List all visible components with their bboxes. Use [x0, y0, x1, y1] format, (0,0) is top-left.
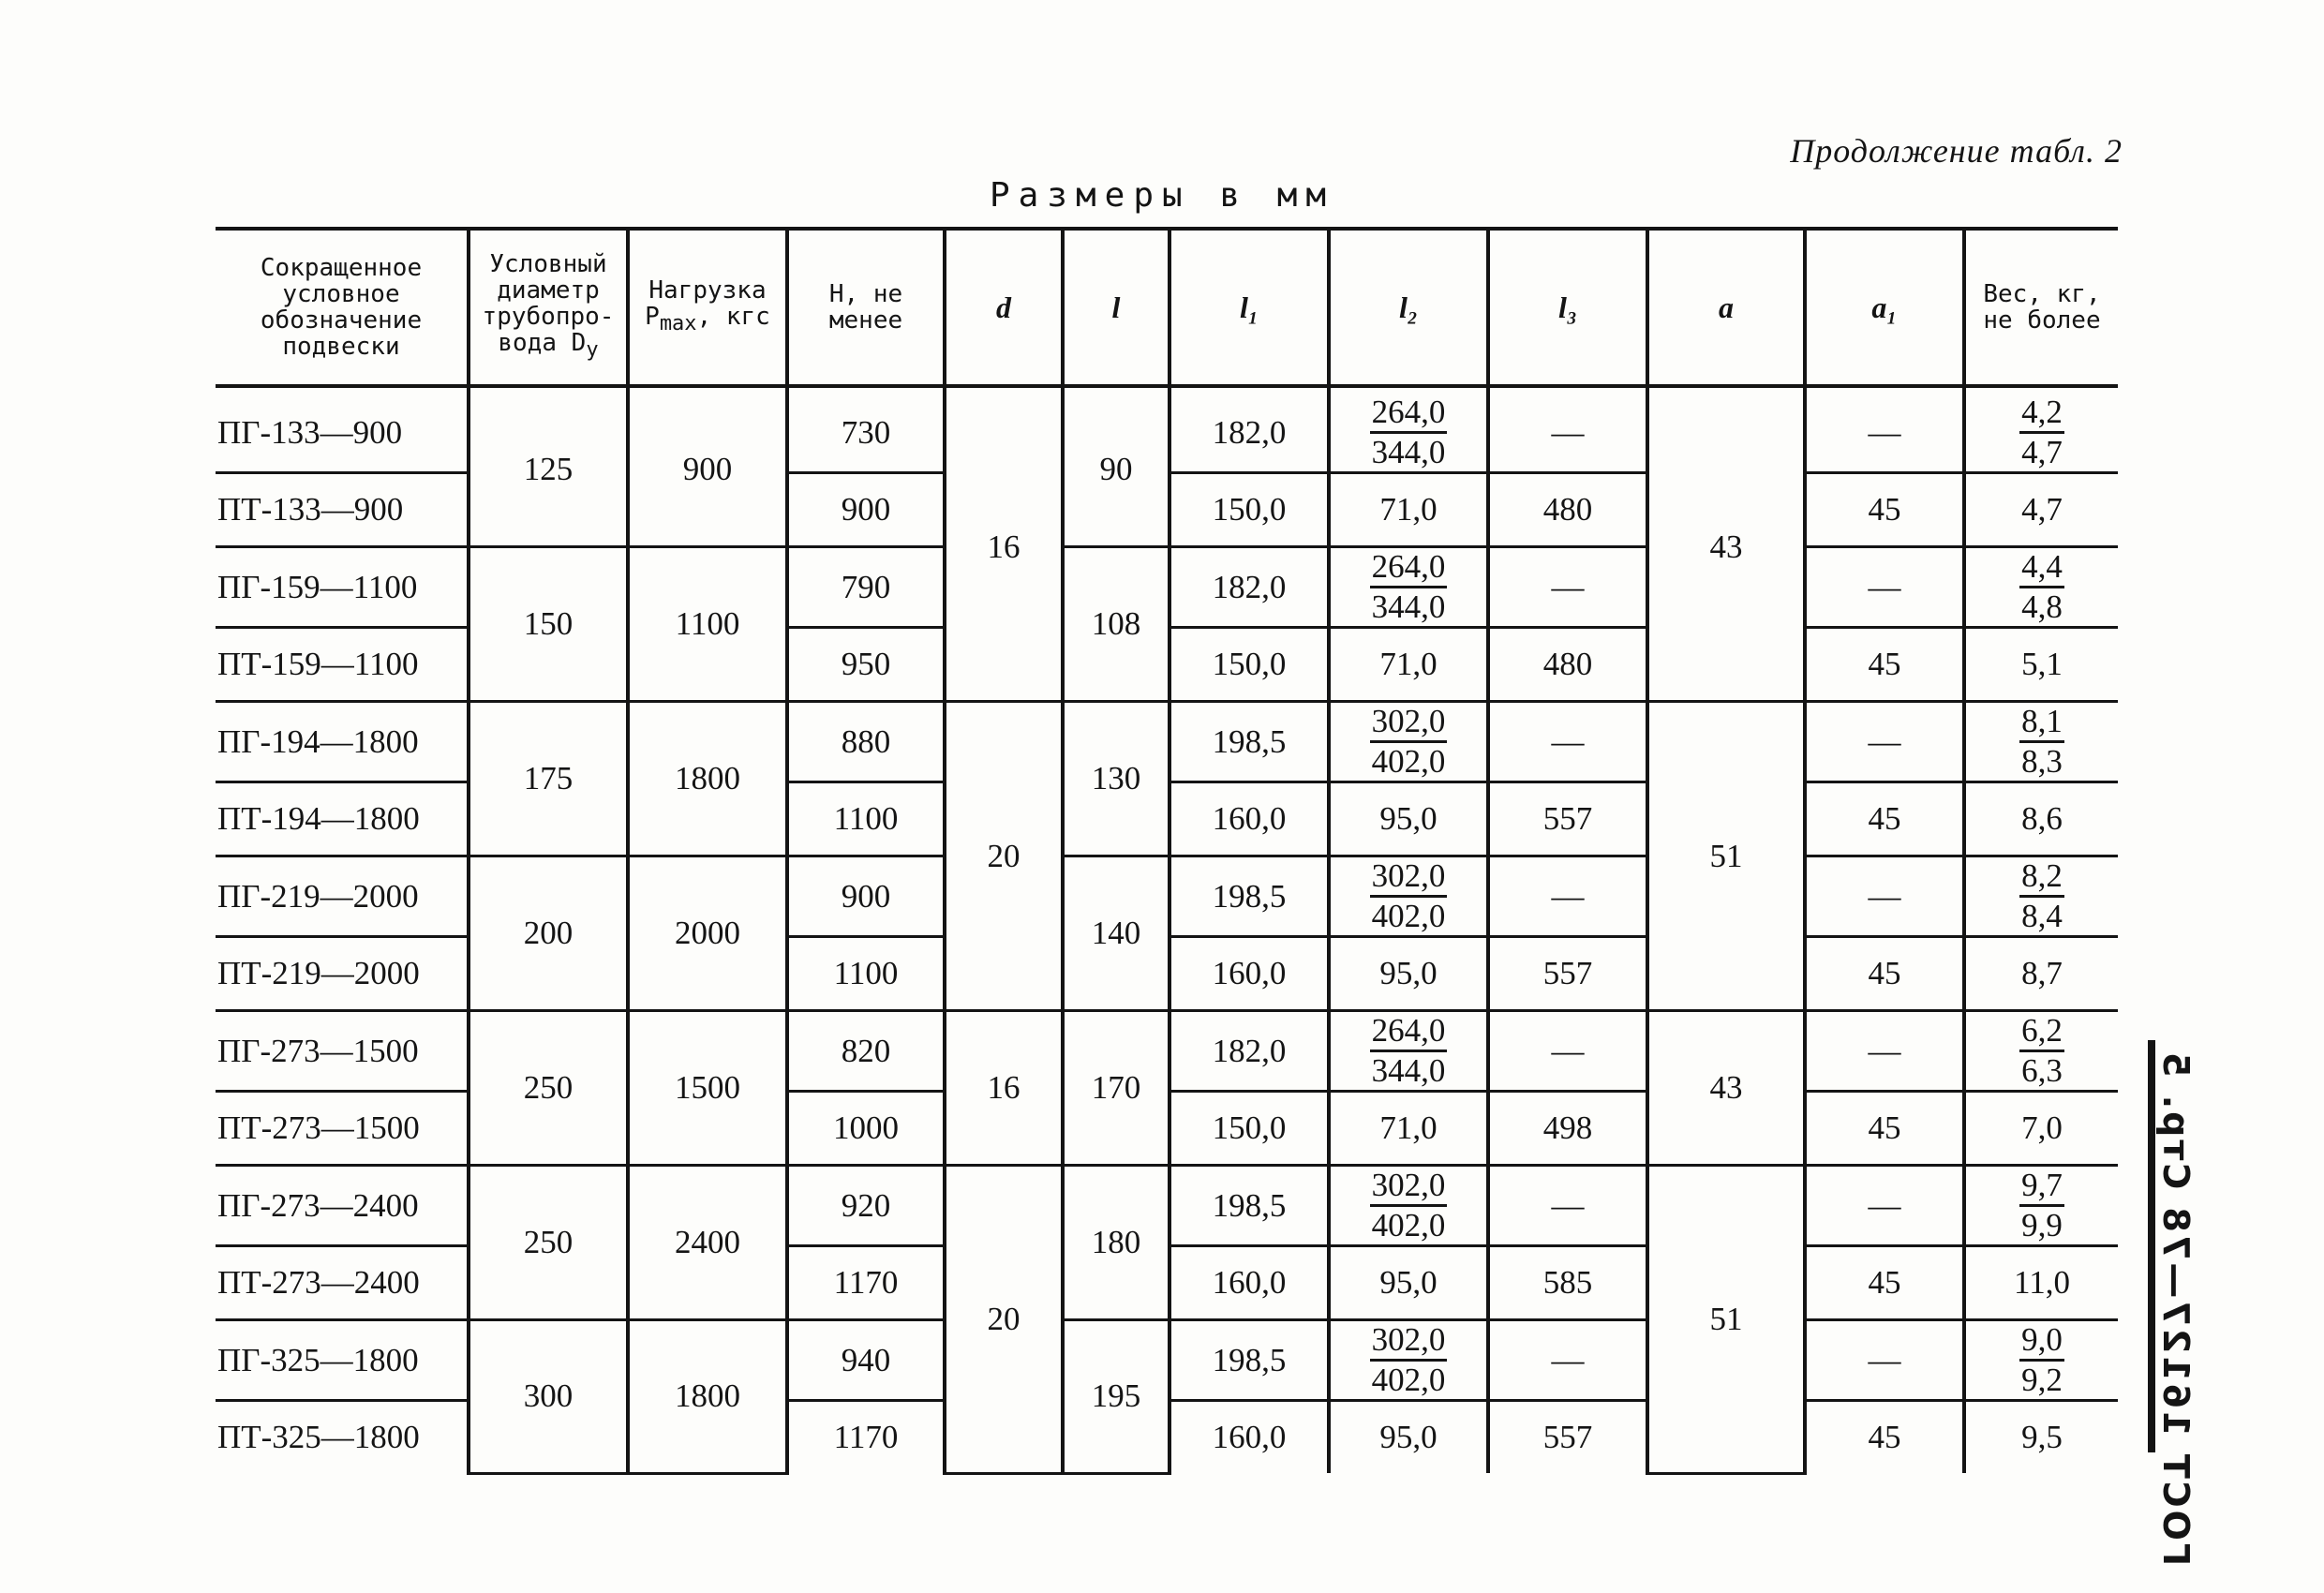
col-a1: a₁: [1805, 229, 1964, 386]
a1-cell: —: [1805, 1011, 1964, 1092]
l1-cell: 160,0: [1169, 937, 1329, 1011]
a1-cell: 45: [1805, 937, 1964, 1011]
dy-cell: 250: [469, 1166, 628, 1320]
a-cell: 43: [1647, 1011, 1805, 1166]
h-cell: 1000: [787, 1092, 945, 1166]
dy-cell: 200: [469, 856, 628, 1011]
weight-cell: $\frac{6,2}{6,3}$: [1964, 1011, 2118, 1092]
l-cell: 170: [1063, 1011, 1169, 1166]
l1-cell: 198,5: [1169, 856, 1329, 937]
l1-cell: 198,5: [1169, 702, 1329, 782]
weight-cell: $\frac{8,1}{8,3}$: [1964, 702, 2118, 782]
l1-cell: 160,0: [1169, 1246, 1329, 1320]
l3-cell: 585: [1488, 1246, 1647, 1320]
dy-cell: 175: [469, 702, 628, 856]
a1-cell: 45: [1805, 473, 1964, 547]
l3-cell: —: [1488, 547, 1647, 628]
l3-cell: 557: [1488, 782, 1647, 856]
l3-cell: —: [1488, 702, 1647, 782]
l2-cell: 95,0: [1329, 782, 1488, 856]
h-cell: 950: [787, 628, 945, 702]
weight-cell: 7,0: [1964, 1092, 2118, 1166]
l2-cell: 71,0: [1329, 473, 1488, 547]
weight-cell: $\frac{9,0}{9,2}$: [1964, 1320, 2118, 1401]
l2-cell: $\frac{264,0}{344,0}$: [1329, 386, 1488, 473]
h-cell: 900: [787, 856, 945, 937]
l1-cell: 150,0: [1169, 473, 1329, 547]
l3-cell: 480: [1488, 628, 1647, 702]
l1-cell: 150,0: [1169, 628, 1329, 702]
pmax-cell: 1500: [628, 1011, 787, 1166]
a1-cell: 45: [1805, 1401, 1964, 1474]
l1-cell: 160,0: [1169, 782, 1329, 856]
pmax-cell: 1800: [628, 702, 787, 856]
l3-cell: —: [1488, 386, 1647, 473]
a1-cell: —: [1805, 702, 1964, 782]
col-l1: l₁: [1169, 229, 1329, 386]
pmax-cell: 1100: [628, 547, 787, 702]
l2-cell: $\frac{302,0}{402,0}$: [1329, 1320, 1488, 1401]
col-l2: l₂: [1329, 229, 1488, 386]
designation-cell: ПТ-159—1100: [216, 628, 469, 702]
a1-cell: —: [1805, 386, 1964, 473]
d-cell: 20: [945, 1166, 1063, 1474]
designation-cell: ПТ-219—2000: [216, 937, 469, 1011]
col-diameter: Условный диаметр трубопро-вода $D_у$: [469, 229, 628, 386]
col-d: d: [945, 229, 1063, 386]
designation-cell: ПТ-273—2400: [216, 1246, 469, 1320]
d-cell: 16: [945, 1011, 1063, 1166]
dy-cell: 125: [469, 386, 628, 547]
a1-cell: 45: [1805, 1092, 1964, 1166]
col-l: l: [1063, 229, 1169, 386]
l-cell: 108: [1063, 547, 1169, 702]
l3-cell: —: [1488, 1320, 1647, 1401]
weight-cell: $\frac{9,7}{9,9}$: [1964, 1166, 2118, 1246]
l-cell: 140: [1063, 856, 1169, 1011]
a1-cell: 45: [1805, 1246, 1964, 1320]
designation-cell: ПГ-194—1800: [216, 702, 469, 782]
l3-cell: —: [1488, 1166, 1647, 1246]
pmax-cell: 1800: [628, 1320, 787, 1474]
h-cell: 920: [787, 1166, 945, 1246]
designation-cell: ПГ-219—2000: [216, 856, 469, 937]
designation-cell: ПГ-273—1500: [216, 1011, 469, 1092]
h-cell: 1100: [787, 937, 945, 1011]
weight-cell: 11,0: [1964, 1246, 2118, 1320]
h-cell: 1170: [787, 1401, 945, 1474]
col-height: H, не менее: [787, 229, 945, 386]
l-cell: 195: [1063, 1320, 1169, 1474]
table-row: [216, 702, 2118, 782]
l2-cell: $\frac{264,0}{344,0}$: [1329, 547, 1488, 628]
l2-cell: 95,0: [1329, 1401, 1488, 1474]
col-a: a: [1647, 229, 1805, 386]
l1-cell: 160,0: [1169, 1401, 1329, 1474]
l-cell: 90: [1063, 386, 1169, 547]
h-cell: 900: [787, 473, 945, 547]
l3-cell: 480: [1488, 473, 1647, 547]
l1-cell: 182,0: [1169, 386, 1329, 473]
l1-cell: 150,0: [1169, 1092, 1329, 1166]
l3-cell: —: [1488, 1011, 1647, 1092]
l2-cell: 95,0: [1329, 1246, 1488, 1320]
l2-cell: $\frac{302,0}{402,0}$: [1329, 1166, 1488, 1246]
a1-cell: —: [1805, 1166, 1964, 1246]
a-cell: 51: [1647, 702, 1805, 1011]
units-caption: Размеры в мм: [989, 176, 1335, 215]
a1-cell: —: [1805, 856, 1964, 937]
a1-cell: —: [1805, 547, 1964, 628]
designation-cell: ПГ-133—900: [216, 386, 469, 473]
d-cell: 16: [945, 386, 1063, 702]
col-weight: Вес, кг, не более: [1964, 229, 2118, 386]
dy-cell: 300: [469, 1320, 628, 1474]
weight-cell: 4,7: [1964, 473, 2118, 547]
designation-cell: ПТ-194—1800: [216, 782, 469, 856]
l2-cell: $\frac{264,0}{344,0}$: [1329, 1011, 1488, 1092]
pmax-cell: 2400: [628, 1166, 787, 1320]
col-load: Нагрузка $P_{max}$, кгс: [628, 229, 787, 386]
l3-cell: 498: [1488, 1092, 1647, 1166]
l-cell: 130: [1063, 702, 1169, 856]
pmax-cell: 900: [628, 386, 787, 547]
a-cell: 43: [1647, 386, 1805, 702]
dy-cell: 150: [469, 547, 628, 702]
l3-cell: —: [1488, 856, 1647, 937]
weight-cell: $\frac{8,2}{8,4}$: [1964, 856, 2118, 937]
l1-cell: 182,0: [1169, 1011, 1329, 1092]
side-rule: [2148, 1040, 2155, 1452]
table-row: [216, 1320, 2118, 1401]
l3-cell: 557: [1488, 1401, 1647, 1474]
col-l3: l₃: [1488, 229, 1647, 386]
weight-cell: 8,6: [1964, 782, 2118, 856]
table-row: [216, 386, 2118, 473]
l2-cell: 71,0: [1329, 628, 1488, 702]
designation-cell: ПГ-273—2400: [216, 1166, 469, 1246]
l2-cell: $\frac{302,0}{402,0}$: [1329, 856, 1488, 937]
table-row: [216, 1011, 2118, 1092]
h-cell: 1100: [787, 782, 945, 856]
l2-cell: 95,0: [1329, 937, 1488, 1011]
l2-cell: 71,0: [1329, 1092, 1488, 1166]
header-row: [216, 229, 2118, 386]
h-cell: 790: [787, 547, 945, 628]
designation-cell: ПТ-325—1800: [217, 1419, 420, 1455]
weight-cell: 8,7: [1964, 937, 2118, 1011]
table-row: [216, 547, 2118, 628]
l1-cell: 198,5: [1169, 1166, 1329, 1246]
l2-cell: $\frac{302,0}{402,0}$: [1329, 702, 1488, 782]
dy-cell: 250: [469, 1011, 628, 1166]
col-designation: Сокращенное условное обозначение подвески: [216, 229, 469, 386]
a-cell: 51: [1647, 1166, 1805, 1474]
side-label: ГОСТ 16127—78 Стр. 5: [2155, 1050, 2197, 1567]
designation-cell: ПГ-159—1100: [216, 547, 469, 628]
pmax-cell: 2000: [628, 856, 787, 1011]
h-cell: 880: [787, 702, 945, 782]
h-cell: 1170: [787, 1246, 945, 1320]
table-row: [216, 856, 2118, 937]
a1-cell: 45: [1805, 782, 1964, 856]
h-cell: 820: [787, 1011, 945, 1092]
table-row: [216, 1166, 2118, 1246]
weight-cell: $\frac{4,4}{4,8}$: [1964, 547, 2118, 628]
weight-cell: 5,1: [1964, 628, 2118, 702]
designation-cell: ПГ-325—1800: [216, 1320, 469, 1401]
designation-cell: ПТ-133—900: [216, 473, 469, 547]
l-cell: 180: [1063, 1166, 1169, 1320]
h-cell: 730: [787, 386, 945, 473]
continuation-label: Продолжение табл. 2: [1790, 132, 2123, 170]
a1-cell: —: [1805, 1320, 1964, 1401]
weight-cell: 9,5: [1964, 1401, 2118, 1474]
h-cell: 940: [787, 1320, 945, 1401]
designation-cell: ПТ-273—1500: [216, 1092, 469, 1166]
l3-cell: 557: [1488, 937, 1647, 1011]
weight-cell: $\frac{4,2}{4,7}$: [1964, 386, 2118, 473]
d-cell: 20: [945, 702, 1063, 1011]
l1-cell: 182,0: [1169, 547, 1329, 628]
l1-cell: 198,5: [1169, 1320, 1329, 1401]
a1-cell: 45: [1805, 628, 1964, 702]
dimensions-table: [216, 227, 2118, 1475]
